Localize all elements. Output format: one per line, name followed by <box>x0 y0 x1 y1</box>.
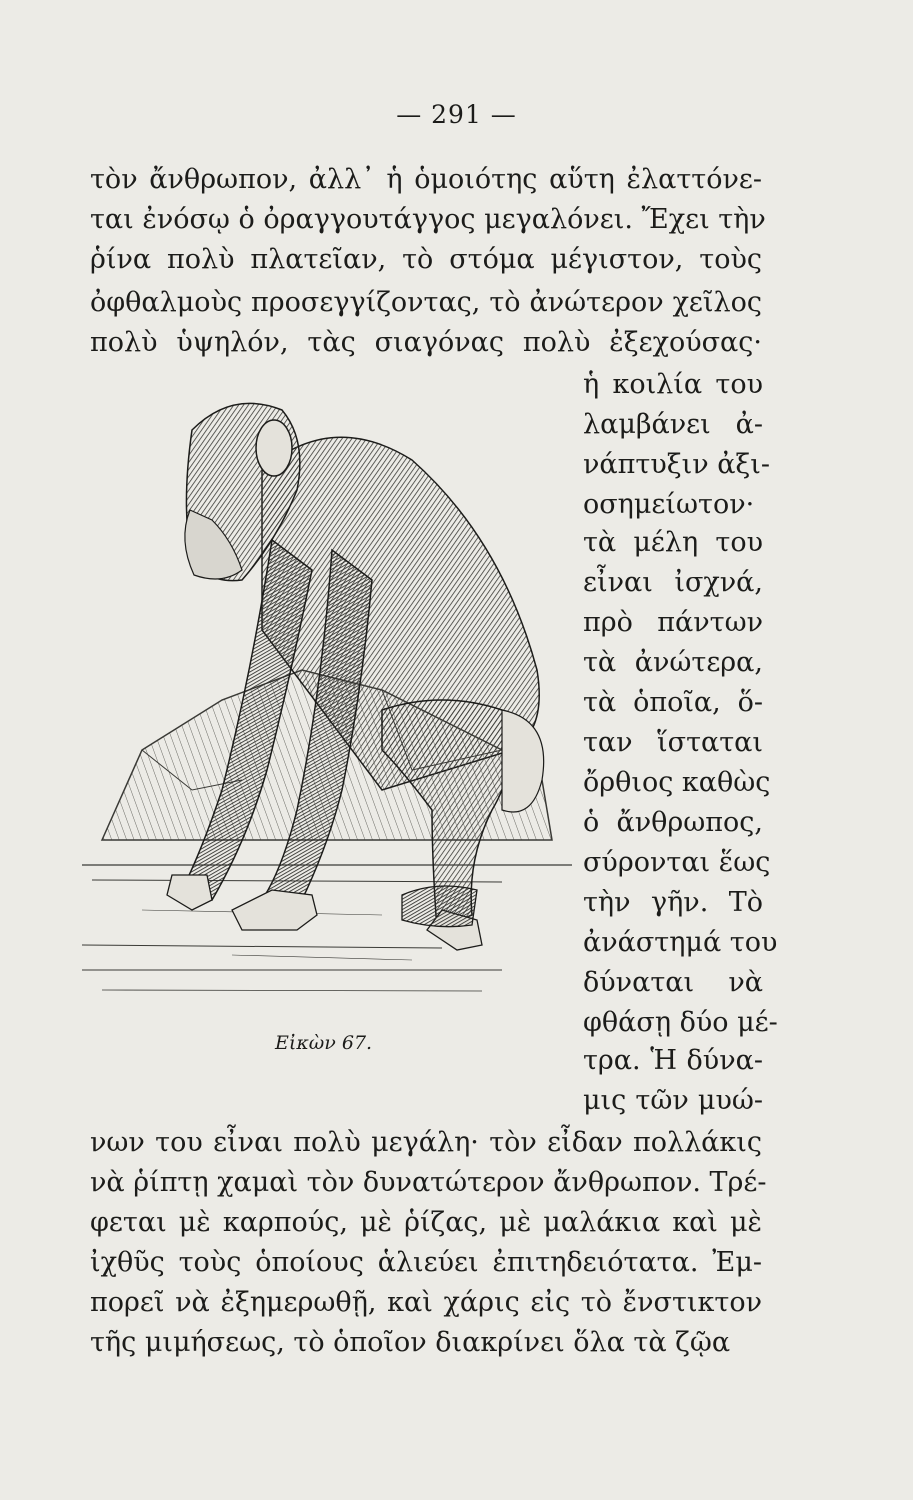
text-line: τῆς μιμήσεως, τὸ ὁποῖον διακρίνει ὅλα τὰ ζῷα <box>90 1327 731 1358</box>
ground <box>82 865 572 991</box>
side-text-line: εἶναι ἰσχνά, <box>583 567 763 598</box>
side-text-line: μις τῶν μυώ- <box>583 1085 763 1116</box>
page-number: — 291 — <box>396 100 517 129</box>
side-text-line: λαμβάνει ἀ- <box>583 409 763 440</box>
side-text-line: τὴν γῆν. Τὸ <box>583 887 763 918</box>
text-line: τὸν ἄνθρωπον, ἀλλ᾽ ἡ ὁμοιότης αὕτη ἐλαττόνε- <box>90 164 762 195</box>
text-line: φεται μὲ καρπούς, μὲ ῥίζας, μὲ μαλάκια καὶ μὲ <box>90 1207 762 1238</box>
side-text-line: σύρονται ἕως <box>583 847 771 878</box>
side-text-line: ἡ κοιλία του <box>583 369 763 400</box>
text-line: ἰχθῦς τοὺς ὁποίους ἁλιεύει ἐπιτηδειότατα. Ἐμ- <box>90 1247 762 1278</box>
side-text-line: ὁ ἄνθρωπος, <box>583 807 763 838</box>
text-line: ῥίνα πολὺ πλατεῖαν, τὸ στόμα μέγιστον, τοὺς <box>90 244 762 275</box>
side-text-line: τὰ ἀνώτερα, <box>583 647 763 678</box>
text-line: πορεῖ νὰ ἐξημερωθῇ, καὶ χάρις εἰς τὸ ἔνστικτον <box>90 1287 762 1318</box>
side-text-line: ὄρθιος καθὼς <box>583 767 771 798</box>
side-text-line: ἀνάστημά του <box>583 927 778 958</box>
text-line: νὰ ῥίπτῃ χαμαὶ τὸν δυνατώτερον ἄνθρωπον. Τρέ- <box>90 1167 767 1198</box>
side-text-line: νάπτυξιν ἀξι- <box>583 449 771 480</box>
side-text-line: τὰ μέλη του <box>583 527 763 558</box>
figure-caption: Εἰκὼν 67. <box>275 1032 373 1054</box>
text-line: πολὺ ὑψηλόν, τὰς σιαγόνας πολὺ ἐξεχούσας· <box>90 327 762 358</box>
side-text-line: τὰ ὁποῖα, ὅ- <box>583 687 763 718</box>
side-text-line: τρα. Ἡ δύνα- <box>583 1045 763 1076</box>
side-text-line: δύναται νὰ <box>583 967 763 998</box>
side-text-line: ταν ἵσταται <box>583 727 763 758</box>
text-line: ὀφθαλμοὺς προσεγγίζοντας, τὸ ἀνώτερον χεῖλος <box>90 287 762 318</box>
side-text-line: φθάσῃ δύο μέ- <box>583 1007 778 1038</box>
text-line: ται ἐνόσῳ ὁ ὀραγγουτάγγος μεγαλόνει. Ἔχει τὴν <box>90 204 766 235</box>
side-text-line: πρὸ πάντων <box>583 607 763 638</box>
side-text-line: οσημείωτον· <box>583 489 755 520</box>
chimpanzee-figure <box>167 403 544 950</box>
chimpanzee-illustration <box>82 370 582 1010</box>
text-line: νων του εἶναι πολὺ μεγάλη· τὸν εἶδαν πολλάκις <box>90 1127 762 1158</box>
